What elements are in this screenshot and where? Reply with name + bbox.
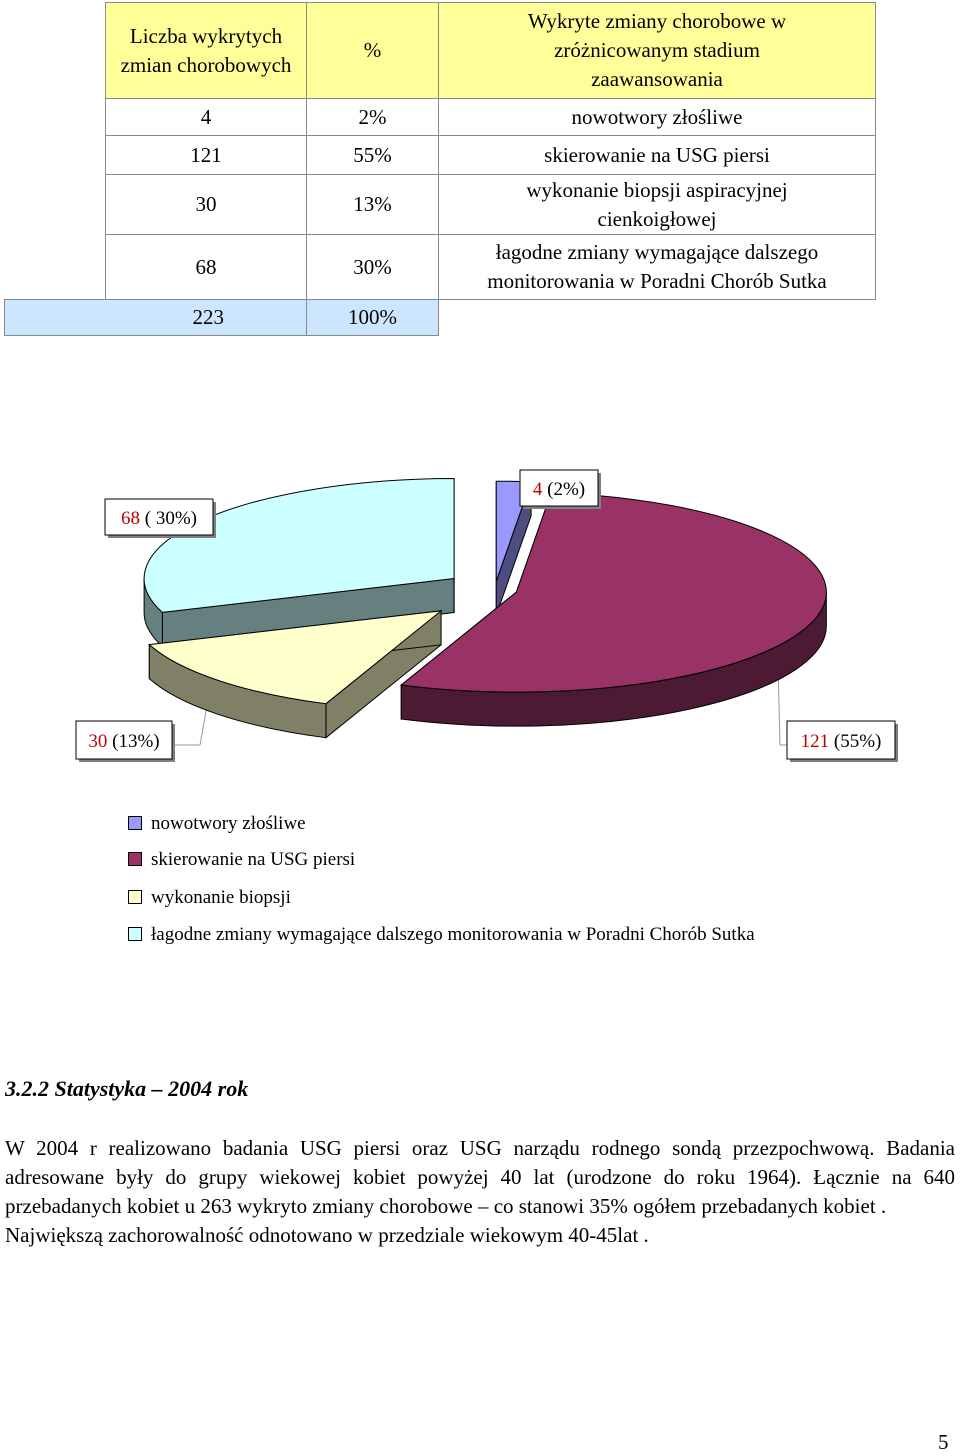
pie-chart <box>0 440 960 780</box>
row-1-description: nowotwory złośliwe <box>438 98 876 136</box>
data-label-ultrasound-text: 121 (55%) <box>800 731 882 752</box>
total-percent: 100% <box>306 299 439 336</box>
row-3-count: 30 <box>105 174 307 235</box>
data-label-biopsy-text: 30 (13%) <box>88 731 160 752</box>
row-1-count: 4 <box>105 98 307 136</box>
header-description: Wykryte zmiany chorobowe w zróżnicowanym stadium zaawansowania <box>438 2 876 99</box>
data-label-biopsy <box>76 721 175 762</box>
pie-slices <box>144 478 826 737</box>
legend-label-malignant: nowotwory złośliwe <box>151 813 306 834</box>
row-4-description: łagodne zmiany wymagające dalszego monitorowania w Poradni Chorób Sutka <box>438 234 876 300</box>
data-label-ultrasound <box>787 721 898 762</box>
row-2-count: 121 <box>105 135 307 175</box>
legend-swatch-benign <box>128 927 142 941</box>
legend-swatch-ultrasound <box>128 852 142 866</box>
row-2-description: skierowanie na USG piersi <box>438 135 876 175</box>
data-label-malignant-text: 4 (2%) <box>532 479 586 500</box>
page-number: 5 <box>938 1430 949 1454</box>
row-3-percent: 13% <box>306 174 439 235</box>
section-body <box>5 1134 955 1250</box>
header-count: Liczba wykrytych zmian chorobowych <box>105 2 307 99</box>
legend-label-benign: łagodne zmiany wymagające dalszego monitorowania w Poradni Chorób Sutka <box>151 924 755 945</box>
legend-swatch-malignant <box>128 816 142 830</box>
row-3-description: wykonanie biopsji aspiracyjnej cienkoigłowej <box>438 174 876 235</box>
slice-ultrasound <box>401 493 826 726</box>
legend-swatch-biopsy <box>128 890 142 904</box>
header-percent: % <box>306 2 439 99</box>
data-label-malignant <box>520 470 601 509</box>
row-2-percent: 55% <box>306 135 439 175</box>
paragraph-1: W 2004 r realizowano badania USG piersi oraz USG narządu rodnego sondą przezpochwową. Badania adresowane były do grupy wiekowej kobiet powyżej 40 lat (urodzone do roku 1964). Łącznie na 640 przebadanych kobiet u 263 wykryto zmiany chorobowe – co stanowi 35% ogółem przebadanych kobiet . <box>5 1136 955 1218</box>
paragraph-2: Największą zachorowalność odnotowano w przedziale wiekowym 40-45lat . <box>5 1223 649 1247</box>
row-4-percent: 30% <box>306 234 439 300</box>
total-count: 223 <box>4 299 307 336</box>
legend-label-ultrasound: skierowanie na USG piersi <box>151 849 356 870</box>
legend-label-biopsy: wykonanie biopsji <box>151 887 291 908</box>
row-4-count: 68 <box>105 234 307 300</box>
row-1-percent: 2% <box>306 98 439 136</box>
data-label-benign-text: 68 ( 30%) <box>121 508 197 529</box>
section-heading: 3.2.2 Statystyka – 2004 rok <box>5 1076 249 1101</box>
data-label-benign <box>105 499 216 538</box>
findings-table <box>0 0 960 340</box>
